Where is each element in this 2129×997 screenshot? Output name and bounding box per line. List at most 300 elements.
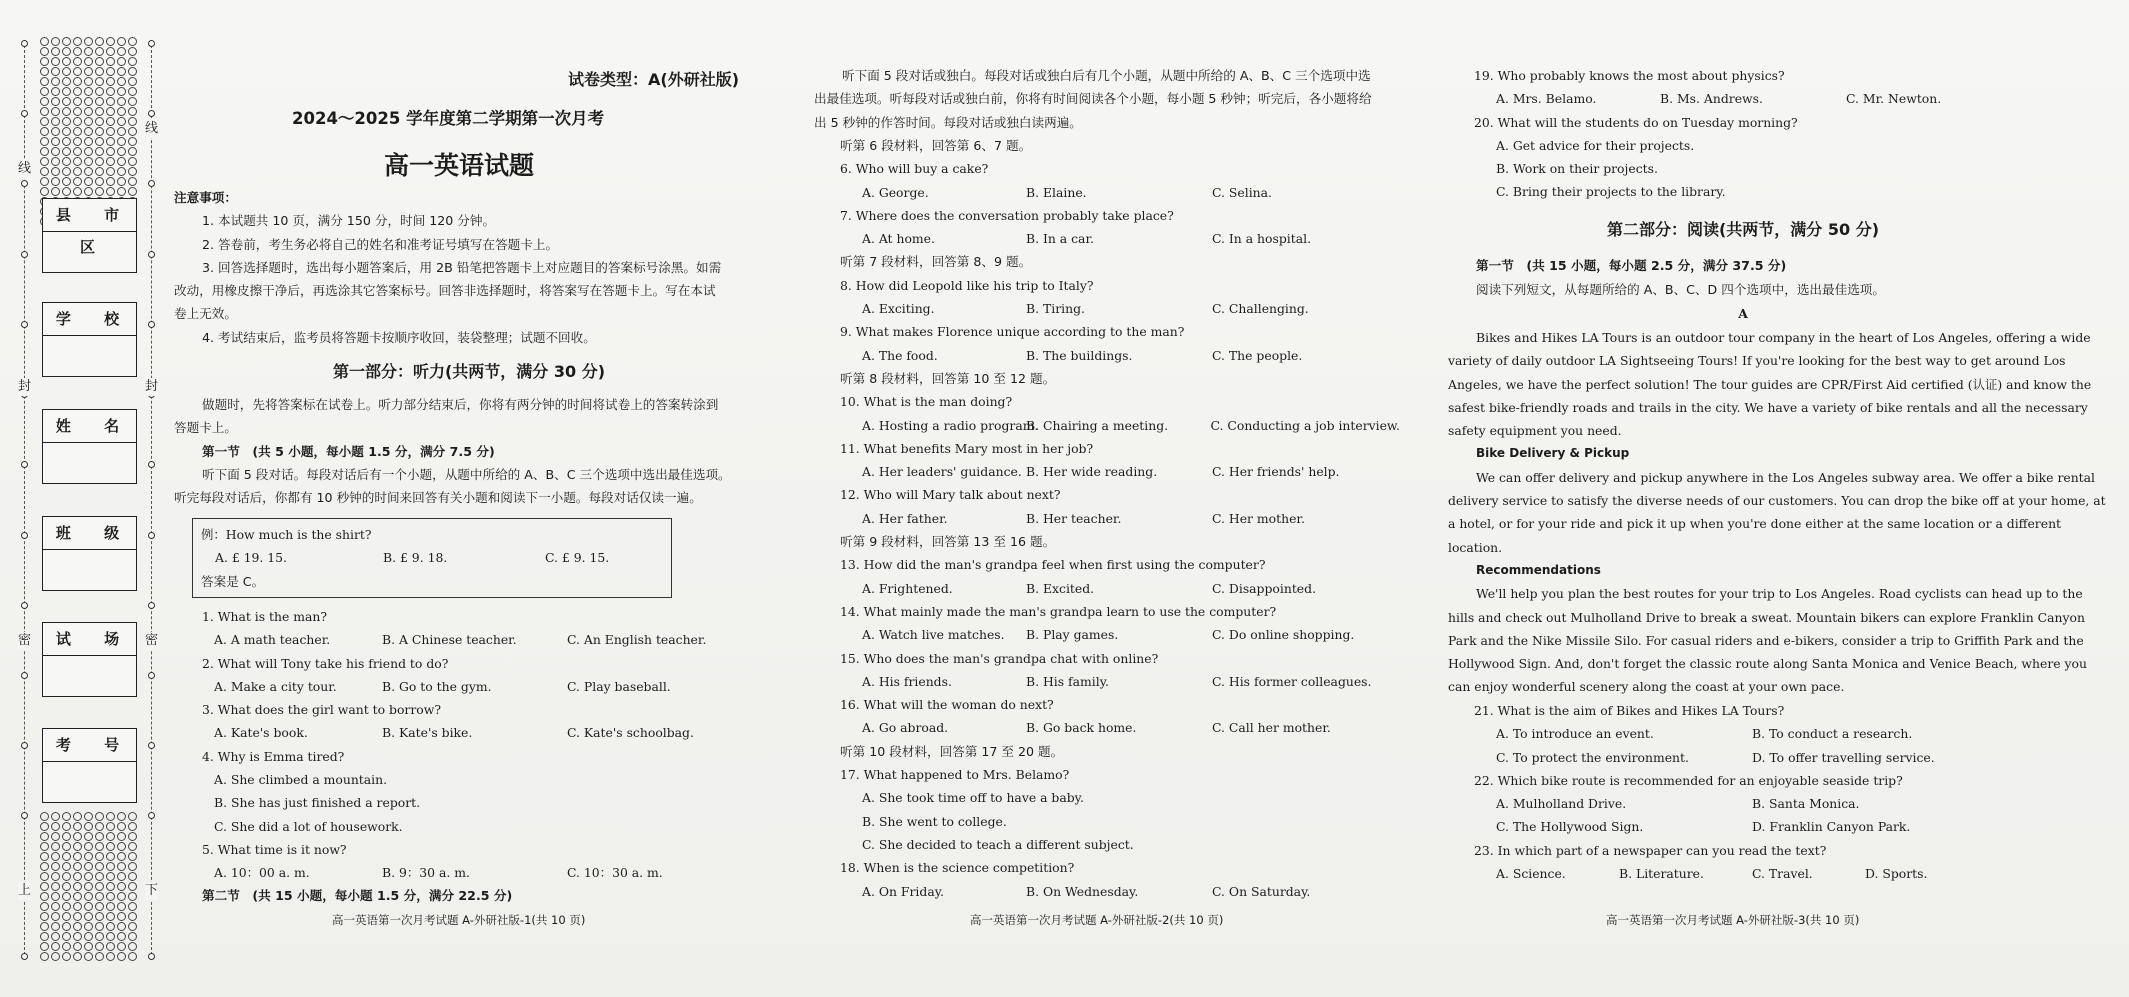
perforation-hole [106,167,115,176]
perforation-hole [40,77,49,86]
perforation-hole [62,37,71,46]
perforation-hole [84,932,93,941]
perforation-hole [84,902,93,911]
perforation-hole [62,87,71,96]
option: D. To offer travelling service. [1752,749,1935,765]
page-title: 高一英语试题 [384,151,535,180]
perforation-hole [84,942,93,951]
perforation-hole [106,87,115,96]
perforation-hole [40,147,49,156]
perforation-hole [62,117,71,126]
option: B. Her wide reading. [1026,464,1158,480]
perforation-hole [95,842,104,851]
intro-line: 听下面 5 段对话或独白。每段对话或独白后有几个小题，从题中所给的 A、B、C 三个选项中选 [842,68,1371,83]
option: C. Call her mother. [1212,720,1331,736]
seal-dot [148,321,155,328]
perforation-hole [106,912,115,921]
perforation-hole [106,97,115,106]
perforation-hole [40,942,49,951]
example-answer: 答案是 C。 [201,573,265,589]
perforation-hole [51,37,60,46]
option: D. Franklin Canyon Park. [1752,819,1911,835]
perforation-hole [62,177,71,186]
perforation-hole [62,47,71,56]
perforation-hole [106,862,115,871]
perforation-hole [128,872,137,881]
option: B. On Wednesday. [1026,883,1139,899]
seal-dot [148,40,155,47]
option: C. Her mother. [1212,510,1305,526]
perforation-hole [95,117,104,126]
perforation-hole [106,922,115,931]
intro-line: 出 5 秒钟的作答时间。每段对话或独白读两遍。 [814,114,1082,130]
perforation-hole [84,147,93,156]
perforation-hole [95,832,104,841]
intro-line: 出最佳选项。听每段对话或独白前，你将有时间阅读各个小题，每小题 5 秒钟；听完后，各小题将给 [814,91,1372,107]
perforation-hole [117,177,126,186]
perforation-hole [84,177,93,186]
perforation-hole [95,137,104,146]
seal-dot [21,180,28,187]
perforation-hole [84,157,93,166]
sec1-title: 第一节 (共 5 小题，每小题 1.5 分，满分 7.5 分) [202,443,495,459]
option: B. Santa Monica. [1752,796,1860,812]
perforation-hole [128,67,137,76]
question-options [202,675,706,698]
page2-questions [840,134,1400,903]
passage-line: hills and check out Mulholland Drive to break a sweat. Mountain bikers can explore Franklin Canyon [1448,609,2085,625]
perforation-hole [40,882,49,891]
part1-intro: 做题时，先将答案标在试卷上。听力部分结束后，你将有两分钟的时间将试卷上的答案转涂到 [202,397,719,412]
passage-line: variety of daily outdoor LA Sightseeing Tours! If you're looking for the best way to get around Los [1448,353,2066,369]
perforation-hole [51,872,60,881]
perforation-hole [117,892,126,901]
option: B. Elaine. [1026,184,1087,200]
part2-sec1-intro: 阅读下列短文，从每题所给的 A、B、C、D 四个选项中，选出最佳选项。 [1476,282,1885,297]
info-label: 试 场 [43,623,136,656]
passage-label: A [1738,306,1748,321]
perforation-hole [51,187,60,196]
perforation-hole [106,872,115,881]
perforation-hole [62,157,71,166]
question-options [840,507,1400,530]
perforation-hole [95,822,104,831]
seal-dot [21,672,28,679]
perforation-hole [40,952,49,961]
perforation-hole [128,97,137,106]
perforation-hole [40,37,49,46]
perforation-hole [51,107,60,116]
perforation-hole [73,832,82,841]
perforation-hole [117,902,126,911]
perforation-hole [117,167,126,176]
option: B. Excited. [1026,580,1095,596]
perforation-hole [40,117,49,126]
info-fill [43,656,136,696]
question-stem: 17. What happened to Mrs. Belamo? [840,767,1070,783]
perforation-hole [51,912,60,921]
option: A. His friends. [862,673,952,689]
perforation-hole [106,37,115,46]
perforation-hole [106,822,115,831]
perforation-hole [62,77,71,86]
perforation-hole [106,127,115,136]
perforation-hole [128,177,137,186]
perforation-hole [84,852,93,861]
seal-char-line: 线 [145,121,159,136]
passage-line: Bikes and Hikes LA Tours is an outdoor tour company in the heart of Los Angeles, offering a wide [1476,330,2091,345]
perforation-hole [117,57,126,66]
seal-dot [148,602,155,609]
option: C. Mr. Newton. [1846,91,1942,107]
perforation-hole [73,187,82,196]
option: A. Science. [1496,866,1566,882]
perforation-hole [128,127,137,136]
perforation-hole [73,167,82,176]
question-options [1474,862,2034,885]
perforation-hole [73,822,82,831]
perforation-hole [51,952,60,961]
seal-dot [21,602,28,609]
perforation-hole [117,862,126,871]
perforation-hole [73,892,82,901]
option: C. She did a lot of housework. [214,818,403,834]
option: A. Mulholland Drive. [1496,796,1627,812]
perforation-hole [40,107,49,116]
perforation-hole [62,57,71,66]
perforation-hole [51,57,60,66]
perforation-hole [73,117,82,126]
perforation-hole [106,892,115,901]
passage-line: Angeles, we have the perfect solution! The tour guides are CPR/First Aid certified (认证) and know the [1448,376,2092,392]
perforation-hole [73,922,82,931]
perforation-hole [84,77,93,86]
perforation-hole [106,47,115,56]
perforation-hole [73,127,82,136]
perforation-hole [84,127,93,136]
option: B. The buildings. [1026,347,1133,363]
perforation-hole [40,832,49,841]
perforation-hole [40,97,49,106]
perforation-hole [117,932,126,941]
example-option: B. £ 9. 18. [383,550,448,566]
perforation-hole [117,872,126,881]
option: C. Challenging. [1212,301,1309,317]
option: A. She took time off to have a baby. [862,790,1084,806]
question-options [202,628,706,651]
question-stem: 14. What mainly made the man's grandpa learn to use the computer? [840,603,1277,619]
page-footer-3: 高一英语第一次月考试题 A-外研社版-3(共 10 页) [1606,913,1860,927]
perforation-hole [62,137,71,146]
perforation-hole [95,97,104,106]
perforation-hole [128,832,137,841]
seal-dot [21,953,28,960]
perforation-hole [73,872,82,881]
seal-dot [148,812,155,819]
perforation-hole [128,822,137,831]
info-box-name [42,409,137,484]
perforation-hole [95,892,104,901]
info-label: 姓 名 [43,410,136,443]
option: B. Work on their projects. [1496,161,1658,177]
option: C. Selina. [1212,184,1272,200]
perforation-hole [128,47,137,56]
perforation-hole [128,932,137,941]
part2-sec1-title: 第一节 (共 15 小题，每小题 2.5 分，满分 37.5 分) [1476,258,1787,273]
perforation-hole [84,97,93,106]
info-label: 班 级 [43,517,136,550]
perforation-hole [95,67,104,76]
notes-title: 注意事项： [174,190,237,205]
option: B. Her teacher. [1026,510,1122,526]
perforation-hole [62,812,71,821]
perforation-hole [128,167,137,176]
perforation-hole [95,862,104,871]
perforation-hole [73,912,82,921]
perforation-hole [117,812,126,821]
perforation-hole [117,37,126,46]
perforation-hole [40,47,49,56]
perforation-hole [128,137,137,146]
perforation-hole [51,117,60,126]
option: C. An English teacher. [567,632,707,648]
perforation-hole [128,157,137,166]
seal-dot [21,110,28,117]
question-stem: 9. What makes Florence unique according to the man? [840,324,1185,340]
option: A. At home. [862,231,935,247]
passage-line: We'll help you plan the best routes for your trip to Los Angeles. Road cyclists can head up to the [1476,586,2083,602]
perforation-hole [84,37,93,46]
option: D. Sports. [1865,866,1928,882]
perforation-hole [95,167,104,176]
sec1-intro: 听下面 5 段对话。每段对话后有一个小题，从题中所给的 A、B、C 三个选项中选出最佳选项。 [202,466,731,482]
perforation-hole [117,137,126,146]
perforation-hole [128,852,137,861]
perforation-hole [128,902,137,911]
perforation-hole [73,77,82,86]
seal-dot [148,672,155,679]
option: A. A math teacher. [214,632,331,648]
perforation-hole [62,167,71,176]
perforation-hole [95,87,104,96]
note-line: 4. 考试结束后，监考员将答题卡按顺序收回，装袋整理；试题不回收。 [202,329,596,345]
perforation-hole [84,812,93,821]
perforation-hole [40,912,49,921]
info-box-room [42,622,137,697]
option: A. Her leaders' guidance. [862,464,1022,480]
example-options [201,546,663,569]
perforation-hole [106,107,115,116]
perforation-hole [40,812,49,821]
sec1-intro: 听完每段对话后，你都有 10 秒钟的时间来回答有关小题和阅读下一小题。每段对话仅读一遍。 [174,490,702,506]
perforation-hole [73,67,82,76]
perforation-hole [73,812,82,821]
perforation-hole [106,147,115,156]
perforation-hole [117,147,126,156]
perforation-hole [40,127,49,136]
perforation-hole [128,117,137,126]
perforation-hole [84,842,93,851]
question-options [840,414,1400,437]
example-box [192,518,672,598]
seal-dot [148,251,155,258]
perforation-hole [106,942,115,951]
perforation-hole [117,882,126,891]
perforation-hole [51,922,60,931]
question-stem: 5. What time is it now? [202,841,347,857]
perforation-hole [117,822,126,831]
option: B. Kate's bike. [382,725,473,741]
question-options [840,297,1400,320]
question-options [1474,792,2034,815]
example-option: C. £ 9. 15. [545,550,610,566]
perforation-hole [106,832,115,841]
perforation-hole [51,87,60,96]
perforation-hole [128,942,137,951]
perforation-hole [40,902,49,911]
perforation-hole [117,87,126,96]
passage-heading: Recommendations [1476,562,1601,577]
option: C. She decided to teach a different subject. [862,836,1134,852]
perforation-hole [40,892,49,901]
perforation-hole [117,922,126,931]
question-stem: 16. What will the woman do next? [840,697,1054,713]
perforation-hole [40,67,49,76]
perforation-hole [51,147,60,156]
perforation-hole [51,902,60,911]
perforation-hole [40,922,49,931]
passage-line: We can offer delivery and pickup anywhere in the Los Angeles subway area. We offer a bike rental [1476,469,2096,485]
part1-title: 第一部分：听力(共两节，满分 30 分) [332,362,606,381]
option: C. Bring their projects to the library. [1496,184,1726,200]
perforation-hole [84,862,93,871]
seal-char-down: 下 [145,883,159,898]
perforation-hole [117,47,126,56]
question-options [1474,815,2034,838]
exam-term: 2024～2025 学年度第二学期第一次月考 [292,109,605,128]
perforation-hole [40,177,49,186]
perforation-hole [95,47,104,56]
perforation-hole [106,952,115,961]
option: A. Make a city tour. [214,678,337,694]
perforation-hole [95,922,104,931]
perforation-hole [40,167,49,176]
question-stem: 11. What benefits Mary most in her job? [840,440,1094,456]
question-options [840,716,1400,739]
perforation-hole [62,872,71,881]
perforation-hole [95,157,104,166]
note-line: 1. 本试题共 10 页，满分 150 分，时间 120 分钟。 [202,213,496,229]
perforation-hole [40,872,49,881]
perforation-hole [62,107,71,116]
perforation-hole [73,107,82,116]
perforation-hole [73,862,82,871]
material-heading: 听第 7 段材料，回答第 8、9 题。 [840,254,1032,270]
question-stem: 19. Who probably knows the most about physics? [1474,68,1785,83]
passage-line: location. [1448,539,1503,555]
seal-dot [148,461,155,468]
perforation-hole [51,812,60,821]
option: A. The food. [862,347,938,363]
perforation-hole [51,942,60,951]
perforation-hole [73,47,82,56]
info-fill [43,336,136,376]
perforation-hole [117,77,126,86]
seal-dot [21,742,28,749]
example-question: 例：How much is the shirt? [201,527,372,542]
perforation-hole [73,902,82,911]
question-stem: 12. Who will Mary talk about next? [840,487,1061,503]
perforation-hole [51,127,60,136]
passage-line: a hotel, or for your ride and pick it up when you're done either at the same location or a different [1448,516,2062,532]
question-stem: 21. What is the aim of Bikes and Hikes LA Tours? [1474,703,1785,718]
perforation-hole [128,187,137,196]
seal-dot [21,251,28,258]
perforation-hole [117,107,126,116]
perforation-hole [128,882,137,891]
option: A. Exciting. [862,301,935,317]
perforation-hole [95,912,104,921]
option: B. To conduct a research. [1752,726,1913,742]
option: C. The Hollywood Sign. [1496,819,1644,835]
option: A. She climbed a mountain. [214,772,388,788]
perforation-hole [73,137,82,146]
question-stem: 20. What will the students do on Tuesday morning? [1474,114,1798,130]
perforation-hole [51,47,60,56]
perforation-hole [117,97,126,106]
perforation-hole [84,822,93,831]
question-options [202,721,706,744]
perforation-hole [117,157,126,166]
perforation-hole [40,822,49,831]
perforation-hole [51,137,60,146]
perforation-hole [40,137,49,146]
perforation-hole [73,87,82,96]
option: A. Frightened. [862,580,953,596]
perforation-hole [84,47,93,56]
option: C. Her friends' help. [1212,464,1340,480]
question-options [1474,746,2034,769]
perforation-hole [128,147,137,156]
option: A. Get advice for their projects. [1496,137,1695,153]
passage-line: can enjoy wonderful scenery along the coast at your own pace. [1448,679,1845,695]
info-label: 县 市 区 [43,199,136,232]
option: B. 9：30 a. m. [382,865,470,881]
option: A. To introduce an event. [1496,726,1654,742]
perforation-hole [95,852,104,861]
option: B. His family. [1026,673,1109,689]
perforation-hole [51,77,60,86]
seal-dot [21,461,28,468]
question-options [840,670,1400,693]
perforation-hole [106,117,115,126]
perforation-hole [106,842,115,851]
perforation-hole [95,177,104,186]
perforation-hole [128,37,137,46]
perforation-hole [128,892,137,901]
perforation-hole [62,852,71,861]
perforation-hole [62,892,71,901]
seal-char-seal: 封 [145,379,159,394]
info-box-county [42,198,137,273]
perforation-hole [117,942,126,951]
perforation-hole [128,77,137,86]
option: C. Kate's schoolbag. [567,725,694,741]
perforation-hole [51,892,60,901]
sec2-intro [814,64,1372,134]
perforation-hole [62,822,71,831]
perforation-hole [40,157,49,166]
